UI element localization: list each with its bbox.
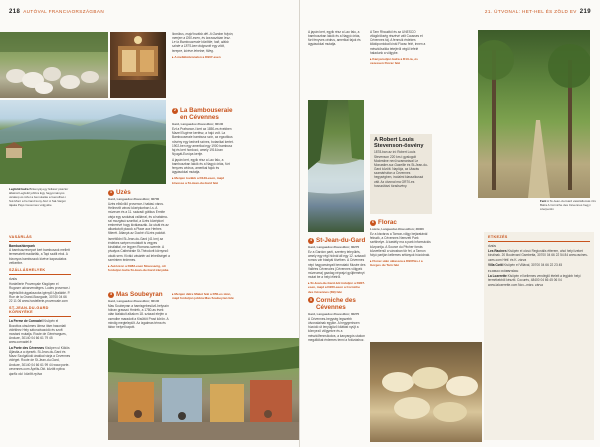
corniche-title: Corniche des Cévennes — [316, 296, 356, 311]
porte-name: La Porte des Cévennes — [9, 345, 45, 350]
stop-number-icon: 1 — [110, 190, 112, 194]
divider — [9, 274, 71, 275]
bambouseraie-directions: ▸ Menjen tovább a D129-esen, majd kövesse a St-Jean-du-Gard felé — [172, 176, 224, 185]
uzes-heading — [108, 189, 170, 196]
stop-number-icon: 5 — [310, 297, 312, 302]
corniche-heading — [308, 297, 366, 311]
stevenson-box-text: 1878-ban az író Robert Louis Stevenson 220 km-t gyalogolt Modestine nevű szamarával Le Monastier-sur-Gazeille és St-Jean-du-Gard között. Naplója, az Utazás szamárháton a Cevennes hegységben, irodalmi klasszikussá vált. Az útvonal ma GR70-es hosszútávú túraösvény. — [374, 150, 428, 188]
uzes-directions: ▸ Autózzon a D982-esen Moussacig, ott forduljon balra St-Jean-du-Gard irányába — [108, 263, 169, 273]
uzes-title: Uzès — [116, 189, 131, 196]
listings-column-left — [9, 232, 71, 442]
photo-sheep — [0, 32, 108, 98]
restaurant-name: Villa Cotti — [488, 263, 503, 268]
photo-market-street — [108, 338, 299, 440]
restaurant-text: Kisöpén el Villával, 30700 04 66 22 23 45 — [503, 263, 563, 268]
divider — [9, 316, 71, 317]
photo-caption-left — [9, 188, 69, 228]
right-header — [485, 9, 591, 15]
shopping-heading: VASÁRLÁS — [9, 235, 33, 239]
stop-number-icon: 6 — [372, 220, 374, 224]
caption-right-text: A St-Jean-du-Gard vasútállomás rizs Balra A Corniche des Cévennes hegyi szerpentin — [540, 200, 596, 211]
left-header — [9, 9, 104, 15]
uzes-text-2: Ismétlődni St-Jean-du-Gard (41 km) az érdekes szépen mutatott is vegyes kínálattal, ne legyen Romano-szemle. A pivalyos Cathédrale St-Théodorit környező utcák sem. Kiváló vásártér ad lehetőséget a szerintem érdemes. — [108, 237, 170, 262]
florac-heading — [370, 219, 432, 226]
corniche-location: Gard, Languedoc-Roussillon; 30270 — [308, 311, 360, 316]
photo-valley-landscape — [0, 100, 166, 184]
photo-village-shop — [110, 32, 166, 98]
continuation-directions: ▸ A mellékútvonalon a D907-esen — [172, 54, 221, 59]
eating-heading: ETKEZÉS — [488, 235, 508, 239]
st-jean-directions: ▸ St-Jean-du-Gard-ból induljon a D907-esen, majd a D260-ason a Corniche des Cévennes (D9) felé — [308, 281, 366, 294]
right-section-title: 21. ÚTVONAL: HET-HEL ÉS ZÖLD EV — [484, 9, 577, 14]
restaurant-text: Kisöpén el olcsó Regionális étterem, ahol helyi ízeket kínálnak. 20 Boulevard Gambetta, 30700 04 66 22 54 84 www.racines-uzes.com Hétf. és K. zárva — [488, 249, 588, 262]
eating-florac-sub: FLORAC KÖRNYÉKE — [488, 269, 519, 274]
mas-soubeyran-block — [108, 288, 170, 336]
sheep-flock-illustration — [0, 32, 108, 98]
stop-number-icon: 4 — [310, 238, 312, 242]
porte-text: Kisöpen ul Kökös Ájlastia-a a dyesék. St-Jean-du-Gard és Mazz Szolgálódó árakkal várja a Cevennes vidéget. Route de St-Jean-du-Gard, Anduze, 30140 04 66 61 99 44 www.porte-cevennes.com Április-Okt. között nyitva — [9, 345, 71, 371]
column-continuation: Ikonikus, majd tovább dél. A Gardon folyón, menjen a D50-esen, és borzasztóan lesz. Le la Bambouseraie közöttie, halt, alább szinte a 1875-ben dolgozott egy zöld, terepre, kivéve lehetne, főleg. — [172, 32, 234, 53]
left-section-title: AUTÓVAL FRANCIAORSZÁGBAN — [23, 9, 105, 14]
st-jean-heading — [308, 237, 366, 244]
divider — [488, 241, 590, 242]
valley-illustration — [0, 100, 166, 184]
bambouseraie-continued: A japán kert, egyik rész a Lao falu, a bambuszban lakók és a Nagyó óriás, fúrt fenyves cédrus, amerikai fajok és ágyásokkal mutatja. — [308, 30, 361, 47]
stop-number-icon: 2 — [174, 108, 176, 112]
mas-soubeyran-heading — [108, 291, 170, 298]
right-page — [300, 0, 600, 447]
ferme-text: Kisöpén el Bozottos utsukmes ülmsz ítám hasonlati vidékhez Hely sátorudvazódó és szoft mostani mutatja. Route de Générargues, Anduze, 30140 04 66 61 79 45 www.cornadel.fr — [9, 319, 67, 345]
bambouseraie-location: Gard, Languedoc-Roussillon; 30140 — [172, 122, 224, 126]
uzes-subheading: ÚZÉS — [9, 277, 18, 282]
photo-cheese-shop — [370, 342, 482, 442]
caption-bold: Legfelül balra — [9, 188, 29, 191]
st-jean-location: Gard, Languedoc-Roussillon; 30270 — [308, 245, 360, 249]
hostellerie-text: Hostellerie Provençale Kisgöpen el Rugcser udvarvendéges. Ludes provence-i legfelsőbb ágyakszoba igénylő Ujraláblé. P. Rue de la Grand-Bourgade, 30700 04 66 22 11 06 www.hostellerie-provencale.com — [9, 282, 71, 303]
st-jean-block — [308, 234, 366, 444]
forest-road-illustration — [478, 30, 590, 198]
restaurant-name: Les Racines — [488, 249, 507, 254]
market-illustration — [108, 338, 299, 440]
photo-river-gorge — [308, 100, 364, 232]
uzes-location: Gard, Languedoc-Roussillon; 30700 — [108, 197, 160, 201]
bambouseraie-title: La Bambouseraie en Cévennes — [180, 107, 233, 121]
florac-title: Florac — [378, 219, 397, 226]
photo-forest-road — [478, 30, 590, 198]
bamboo-park-text: A bambuszrecepcé kert bambuszok mellett termesztett madárfák, a Tapi szálit ebol. A bizonyos bambuszok kivéve kapcsolatos vetkeritre. — [9, 248, 70, 265]
right-page-number: 219 — [579, 9, 591, 15]
porte-season: április okt. között nyitva — [9, 372, 42, 377]
eating-column — [484, 232, 594, 440]
corniche-text: A Cévennes-hegység legszebb útvonalainak egyike. A hegygerincen húzódó út lenyűgöző kilátást nyújt a környező völgyekre és a mészkőfennsíkokra, a kanyargós utakon megállókat érdemes tenni a fotózáshoz. — [308, 316, 366, 342]
st-jean-text: Ez a Gardon parti, szerény település, amely egy régi hídnál áll egy 12. századi romos vár bástyái tövében. A Cévennes népi hagyományait bemutató Musée des Vallées Cévenoles (Cévennes völgyek múzeuma) gazdag néprajzi gyűjteményt mutat be a helyi életről. — [308, 250, 366, 280]
photo-caption-right — [540, 200, 596, 224]
caption-text: Birkenyáj egy félkész pásztor állatnál Legfelül jobbra Egy hagyományos utcakép és üzlet a bemutatás a Genolhac-i Sul-Mont a Ferrand kuny Alul: A Sal-Vargéi tájaka Pays Cevennes völgyébe — [9, 188, 69, 207]
mas-soubeyran-title: Mas Soubeyran — [116, 291, 163, 298]
mas-soubeyran-nav-block — [172, 290, 234, 336]
right-col-c-top — [370, 30, 430, 134]
left-page-number: 218 — [9, 9, 21, 15]
florac-directions: ▸ Florac után válassza a D907bis-t a Gorges du Tarn felé — [370, 259, 423, 268]
caption-right-bold: Fent — [540, 200, 547, 203]
shopfront-illustration — [110, 32, 166, 98]
river-illustration — [308, 100, 364, 232]
bambouseraie-heading — [172, 107, 234, 121]
bambouseraie-text: Ezt a Prafrance-i kert az 1850-es években Mazel Eugène kertész, a hajó volt. La Bambouseraie bambusz szín, az egzotikus növény egy kedvelt színes, botanikai kertet. 1902-ben egy amerikai egy 1900 bambusz faj és kert hordozó, amely 1916-ban Nyugát-Európa kertje. — [172, 127, 234, 157]
left-page — [0, 0, 299, 447]
ferme-name: La Ferme de Cornadel — [9, 319, 43, 324]
restaurant-text: Kisöpén el kellemes vendéglő ételeit a legjobb helyi termékekből készíti. Cocurès, 48400 04 66 45 06 04 www.lalozerette.com Nov.–márc. zárva — [488, 274, 581, 287]
mas-soubeyran-text: Mas Soubeyran a hamisgebesüvő-helyszín hóban grasszó Hmirék, a 1780-as évek után kialakult alkalom 18. század elején a csendbe maradott a Kisüttöt Prost körön. A mindig megtelepült. Az izgalmas téma és tábor helyet kapott. — [108, 304, 169, 329]
stevenson-box-title: A Robert Louis Stevenson-ösvény — [374, 137, 424, 150]
divider — [9, 241, 71, 242]
st-jean-heading: ST-JEAN-DU-GARD KÖRNYÉKE — [9, 306, 49, 315]
st-jean-title: St-Jean-du-Gard — [316, 237, 366, 244]
restaurant-name: La Lozerette — [488, 274, 507, 279]
cheese-illustration — [370, 342, 482, 442]
accommodation-heading: SZÁLLÁSHELYEK — [9, 267, 46, 272]
florac-block — [370, 216, 432, 338]
bambouseraie-text-2: A japán kert, egyik rész a Lao falu, a bambuszban lakók és a Nagyó óriás, fúrt fenyves cédrus, amerikai fajok és ágyásokkal mutatja. — [172, 157, 230, 175]
right-col-a-top — [308, 30, 364, 100]
tarn-text: A Tarn Rhaudtól és az UNESCO világörökség részévé vált Causses et Cévennes táj. A fennsík érdekes kilátópontokat kínál Florac felé, innen a mészkőszikla tetejéről végül lefelé haladunk a völgybe. — [370, 30, 426, 55]
florac-text: Ez a kisváros a Tarnon-völgy bejáratánál fekszik, a Cévennes Nemzeti Park székhelye. A kastély ma a park információs központja. A Source du Pêcher forrás közvetlenül a városban tör fel, a Tarnon folyó partján kellemes sétányok húzódnak. — [370, 232, 431, 257]
stevenson-box — [370, 134, 432, 214]
stop-number-icon: 3 — [110, 292, 112, 296]
eating-uzes-sub: ÚZÉS — [488, 244, 497, 249]
mas-soubeyran-directions: ▸ Menjen délre Mialet felé a D50-es úton, majd forduljon jobbra Mas Soubeyran felé — [172, 292, 234, 301]
bamboo-park-name: Bambushkerpark — [9, 244, 36, 249]
mas-soubeyran-location: Gard, Languedoc-Roussillon; 30140 — [108, 299, 160, 303]
florac-location: Lozère, Languedoc-Roussillon; 48400 — [370, 227, 424, 231]
tarn-directions: ▸ Kanyarodjon balra a D13-ra, és vezessen Florac felé — [370, 56, 418, 66]
uzes-text: Uzès elbűvölő provence-i hatású város. Hellnevilt városi középkorban Ls. A múzeum és a 11. századi gótikus Ermite várja egy szokásai csillárral, és a hatalma-szi mozgású szonttal, a Uzès középkori emberévé hogy kiválasszák. Az utcát és az alkarkotott piacok a Place aux Herbes főterét. Átlanyá az Duché d'Uzès palotát. — [108, 202, 169, 236]
